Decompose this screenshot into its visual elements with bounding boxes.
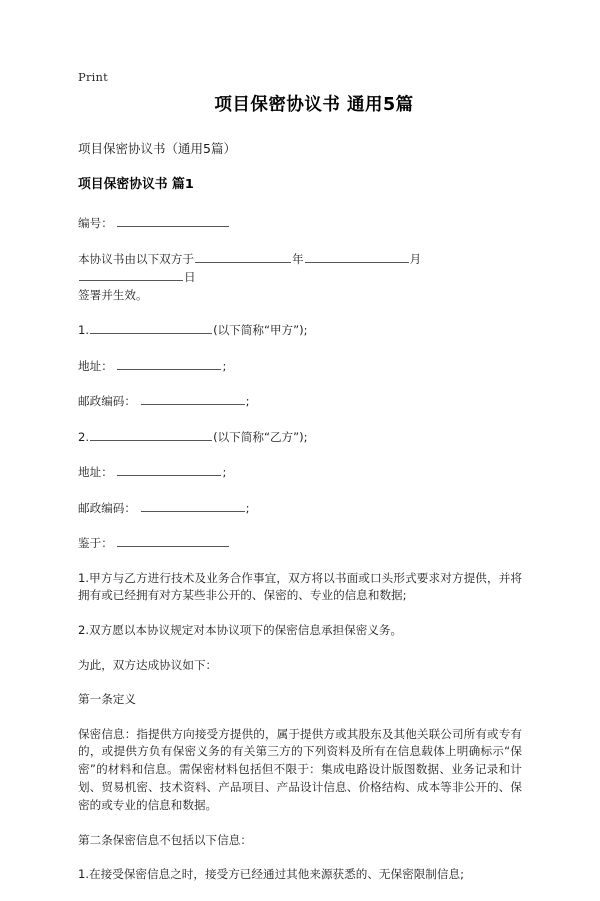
party-2-address-label: 地址： bbox=[78, 465, 113, 479]
signing-day-unit: 日 bbox=[184, 270, 196, 284]
party-2-number: 2. bbox=[78, 429, 90, 444]
signing-year-blank[interactable] bbox=[195, 250, 291, 263]
signing-date-suffix: 签署并生效。 bbox=[78, 287, 148, 302]
party-2-address-blank[interactable] bbox=[117, 463, 221, 476]
print-label: Print bbox=[78, 70, 108, 84]
recital-conclusion: 为此，双方达成协议如下： bbox=[78, 657, 218, 672]
party-2-address-tail: ; bbox=[222, 465, 227, 479]
party-1-alias: (以下简称“甲方”); bbox=[213, 323, 308, 337]
serial-number-label: 编号： bbox=[78, 216, 113, 230]
party-2-postcode-label: 邮政编码： bbox=[78, 500, 136, 515]
party-2-address-row bbox=[78, 463, 522, 482]
document-body bbox=[78, 92, 522, 901]
party-1-postcode-tail: ; bbox=[245, 394, 250, 408]
section-heading: 项目保密协议书 篇1 bbox=[78, 177, 194, 192]
serial-number-row bbox=[78, 214, 522, 233]
recital-1: 1.甲方与乙方进行技术及业务合作事宜，双方将以书面或口头形式要求对方提供，并将拥有或已经拥有对方某些非公开的、保密的、专业的信息和数据; bbox=[78, 570, 522, 603]
signing-date-prefix: 本协议书由以下双方于 bbox=[78, 251, 194, 266]
signing-year-unit: 年 bbox=[291, 251, 304, 266]
party-1-address-blank[interactable] bbox=[117, 357, 221, 370]
recital-2: 2.双方愿以本协议规定对本协议项下的保密信息承担保密义务。 bbox=[78, 623, 403, 638]
party-1-row bbox=[78, 321, 522, 340]
party-1-address-tail: ; bbox=[222, 358, 227, 373]
party-1-address-label: 地址： bbox=[78, 358, 113, 373]
page-title: 项目保密协议书 通用5篇 bbox=[214, 95, 414, 115]
whereas-label: 鉴于： bbox=[78, 536, 113, 550]
article-2-heading: 第二条保密信息不包括以下信息： bbox=[78, 832, 252, 847]
article-1-heading: 第一条定义 bbox=[78, 692, 136, 707]
party-1-name-blank[interactable] bbox=[90, 321, 212, 334]
party-2-name-blank[interactable] bbox=[90, 428, 212, 441]
article-2-body: 1.在接受保密信息之时，接受方已经通过其他来源获悉的、无保密限制信息; bbox=[78, 867, 464, 882]
party-2-alias: (以下简称“乙方”); bbox=[213, 429, 308, 444]
party-2-row bbox=[78, 428, 522, 447]
signing-day-blank[interactable] bbox=[79, 268, 183, 281]
party-2-postcode-blank[interactable] bbox=[141, 499, 245, 512]
signing-month-blank[interactable] bbox=[305, 250, 409, 263]
serial-number-blank[interactable] bbox=[117, 214, 229, 227]
whereas-row bbox=[78, 534, 522, 553]
party-1-postcode-blank[interactable] bbox=[141, 392, 245, 405]
party-1-address-row bbox=[78, 357, 522, 376]
signing-date-row bbox=[78, 250, 522, 305]
whereas-blank[interactable] bbox=[117, 534, 229, 547]
article-1-body: 保密信息：指提供方向接受方提供的，属于提供方或其股东及其他关联公司所有或专有的，或提供方负有保密义务的有关第三方的下列资料及所有在信息载体上明确标示“保密”的材料和信息。需保密材料包括但不限于：集成电路设计版图数据、业务记录和计划、贸易机密、技术资料、产品项目、产品设计信息、价格结构、成本等非公开的、保密的或专业的信息和数据。 bbox=[78, 726, 522, 812]
document-subtitle: 项目保密协议书（通用5篇） bbox=[78, 141, 236, 156]
party-1-number: 1. bbox=[78, 323, 90, 337]
party-2-postcode-row bbox=[78, 499, 522, 518]
party-2-postcode-tail: ; bbox=[245, 500, 250, 515]
signing-month-unit: 月 bbox=[409, 251, 422, 266]
party-1-postcode-label: 邮政编码： bbox=[78, 394, 136, 408]
party-1-postcode-row bbox=[78, 392, 522, 411]
